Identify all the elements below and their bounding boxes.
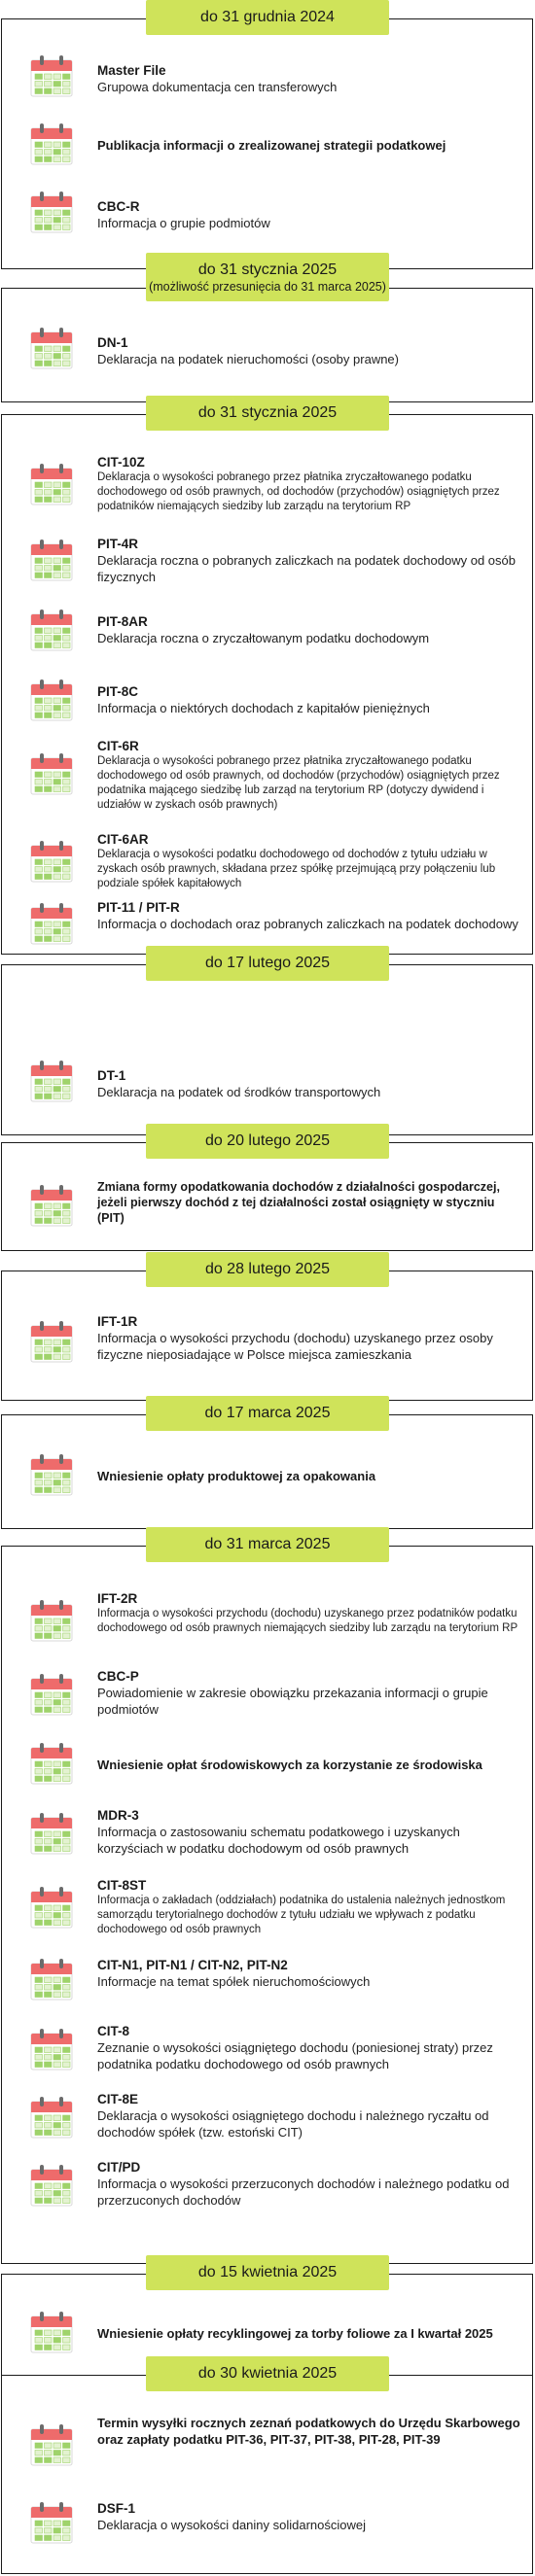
calendar-icon [29, 1598, 74, 1643]
form-description: Informacja o wysokości przychodu (dochodu) uzyskanego przez osoby fizyczne nieposiadające w Polsce miejsca zamieszkania [97, 1331, 493, 1362]
form-code: CIT-N1, PIT-N1 / CIT-N2, PIT-N2 [97, 1958, 288, 1972]
form-description: Deklaracja na podatek nieruchomości (osoby prawne) [97, 352, 399, 366]
calendar-icon [29, 2500, 74, 2545]
date-label: do 30 kwietnia 2025 [146, 2356, 389, 2391]
deadline-item [29, 1957, 520, 2005]
calendar-icon [29, 326, 74, 370]
date-note: (możliwość przesunięcia do 31 marca 2025) [149, 279, 386, 294]
deadline-item [29, 1668, 520, 1723]
deadline-item [29, 1313, 520, 1368]
deadline-box [1, 414, 533, 955]
form-code: CIT-10Z [97, 455, 145, 470]
obligation-title: Wniesienie opłaty produktowej za opakowania [97, 1469, 376, 1483]
deadline-box [1, 1414, 533, 1529]
deadline-item [29, 1452, 520, 1501]
deadline-item [29, 676, 520, 726]
form-code: DN-1 [97, 335, 128, 350]
date-label: do 20 lutego 2025 [146, 1124, 389, 1159]
form-code: DSF-1 [97, 2501, 136, 2516]
deadline-item [29, 1807, 520, 1862]
deadline-item [29, 606, 520, 656]
form-code: PIT-11 / PIT-R [97, 900, 180, 915]
form-description: Powiadomienie w zakresie obowiązku przekazania informacji o grupie podmiotów [97, 1686, 488, 1717]
calendar-icon [29, 462, 74, 506]
form-code: CIT-6AR [97, 832, 149, 847]
form-code: CIT-8 [97, 2024, 130, 2038]
deadline-box [1, 2375, 533, 2574]
date-label: do 15 kwietnia 2025 [146, 2255, 389, 2290]
deadline-item [29, 2496, 520, 2551]
form-code: PIT-4R [97, 537, 139, 551]
deadline-item [29, 2023, 520, 2077]
deadline-item [29, 2413, 520, 2481]
deadline-item [29, 1059, 520, 1107]
form-code: CBC-P [97, 1669, 139, 1684]
date-label: do 28 lutego 2025 [146, 1252, 389, 1287]
deadline-item [29, 1877, 520, 1939]
form-description: Deklaracja o wysokości podatku dochodowego od dochodów z tytułu udziału w zyskach osób prawnych, składana przez spółkę przejmującą przy połączeniu lub podziale spółek kapitałowych [97, 849, 496, 889]
deadline-item [29, 326, 520, 374]
form-description: Informacja o wysokości przychodu (dochodu) uzyskanego przez podatników podatku dochodowego od osób prawnych niemających siedziby lub zarządu na terytorium RP [97, 1608, 518, 1634]
calendar-icon [29, 122, 74, 166]
form-description: Deklaracja roczna o pobranych zaliczkach na podatek dochodowy od osób fizycznych [97, 553, 516, 584]
form-code: IFT-1R [97, 1314, 138, 1329]
date-label: do 17 marca 2025 [146, 1396, 389, 1431]
calendar-icon [29, 1741, 74, 1786]
form-code: MDR-3 [97, 1808, 139, 1823]
deadline-item [29, 2310, 520, 2358]
deadline-item [29, 738, 520, 816]
form-description: Zeznanie o wysokości osiągniętego dochodu (poniesionej straty) przez podatnika podatku dochodowego od osób prawnych [97, 2040, 493, 2071]
obligation-title: Publikacja informacji o zrealizowanej strategii podatkowej [97, 138, 446, 153]
deadline-box [1, 18, 533, 269]
deadline-item [29, 1741, 520, 1790]
date-label: do 31 marca 2025 [146, 1527, 389, 1562]
deadline-box [1, 964, 533, 1135]
obligation-title: Wniesienie opłat środowiskowych za korzystanie ze środowiska [97, 1758, 482, 1772]
date-label: do 31 grudnia 2024 [146, 0, 389, 35]
form-description: Informacja o wysokości przerzuconych dochodów i należnego podatku od przerzuconych dochodów [97, 2176, 510, 2208]
form-description: Deklaracja o wysokości pobranego przez płatnika zryczałtowanego podatku dochodowego od osób prawnych, od dochodów (przychodów) osiągniętych przez podatnika mającego siedzibę lub zarząd na terytorium RP (dotyczy dywidend i udziałów w zyskach osób prawnych) [97, 755, 500, 811]
calendar-icon [29, 1672, 74, 1717]
form-code: PIT-8AR [97, 614, 148, 629]
form-code: PIT-8C [97, 684, 139, 699]
form-code: Master File [97, 63, 166, 78]
form-code: CIT-6R [97, 739, 139, 753]
calendar-icon [29, 1059, 74, 1103]
calendar-icon [29, 678, 74, 722]
calendar-icon [29, 2422, 74, 2467]
calendar-icon [29, 608, 74, 652]
form-code: DT-1 [97, 1068, 126, 1083]
deadline-item [29, 899, 520, 950]
form-description: Deklaracja o wysokości daniny solidarnościowej [97, 2518, 367, 2532]
obligation-title: Wniesienie opłaty recyklingowej za torby foliowe za I kwartał 2025 [97, 2326, 493, 2341]
calendar-icon [29, 1452, 74, 1497]
form-description: Deklaracja roczna o zryczałtowanym podatku dochodowym [97, 631, 430, 645]
calendar-icon [29, 1183, 74, 1228]
deadline-item [29, 2091, 520, 2145]
form-description: Informacja o niektórych dochodach z kapitałów pieniężnych [97, 701, 430, 715]
form-code: IFT-2R [97, 1591, 138, 1606]
calendar-icon [29, 1319, 74, 1364]
form-code: CIT/PD [97, 2160, 141, 2175]
form-description: Informacja o grupie podmiotów [97, 216, 270, 230]
form-description: Informacja o zakładach (oddziałach) podatnika do ustalenia należnych jednostkom samorządu terytorialnego dochodów z tytułu udziału we wpływach z podatku dochodowego od osób prawnych [97, 1895, 506, 1935]
form-description: Deklaracja o wysokości osiągniętego dochodu i należnego ryczałtu od dochodów spółek (tzw. estoński CIT) [97, 2108, 489, 2140]
deadline-item [29, 831, 520, 893]
calendar-icon [29, 839, 74, 884]
calendar-icon [29, 2310, 74, 2354]
calendar-icon [29, 538, 74, 582]
form-description: Deklaracja na podatek od środków transportowych [97, 1085, 381, 1099]
obligation-title: Zmiana formy opodatkowania dochodów z działalności gospodarczej, jeżeli pierwszy dochód z tej działalności został osiągnięty w styczniu (PIT) [97, 1180, 500, 1225]
deadline-box [1, 1546, 533, 2264]
calendar-icon [29, 751, 74, 796]
calendar-icon [29, 1811, 74, 1856]
form-description: Informacja o dochodach oraz pobranych zaliczkach na podatek dochodowy [97, 917, 518, 931]
calendar-icon [29, 1885, 74, 1930]
deadline-item [29, 1590, 520, 1653]
deadline-item [29, 53, 520, 102]
deadline-item [29, 2159, 520, 2213]
date-label: do 31 stycznia 2025 [146, 396, 389, 431]
deadline-item [29, 454, 520, 516]
deadline-box [1, 1271, 533, 1401]
deadline-item [29, 122, 520, 170]
date-label: do 17 lutego 2025 [146, 946, 389, 981]
calendar-icon [29, 2027, 74, 2071]
calendar-icon [29, 2163, 74, 2208]
calendar-icon [29, 190, 74, 234]
deadline-item [29, 190, 520, 238]
calendar-icon [29, 1957, 74, 2002]
calendar-icon [29, 53, 74, 98]
form-description: Deklaracja o wysokości pobranego przez płatnika zryczałtowanego podatku dochodowego od osób prawnych, od dochodów (przychodów) osiągniętych przez podatników niemających siedziby lub zarządu na terytorium RP [97, 471, 500, 512]
calendar-icon [29, 901, 74, 946]
date-label: do 31 stycznia 2025 (możliwość przesunięcia do 31 marca 2025) [146, 253, 389, 301]
form-code: CBC-R [97, 199, 140, 214]
form-description: Grupowa dokumentacja cen transferowych [97, 80, 338, 94]
calendar-icon [29, 2095, 74, 2140]
form-description: Informacja o zastosowaniu schematu podatkowego i uzyskanych korzyściach w podatku dochodowym od osób prawnych [97, 1825, 460, 1856]
deadline-item [29, 536, 520, 586]
form-code: CIT-8E [97, 2092, 139, 2106]
obligation-title: Termin wysyłki rocznych zeznań podatkowych do Urzędu Skarbowego oraz zapłaty podatku PIT-36, PIT-37, PIT-38, PIT-28, PIT-39 [97, 2416, 520, 2447]
form-code: CIT-8ST [97, 1878, 147, 1893]
form-description: Informacje na temat spółek nieruchomościowych [97, 1974, 371, 1989]
deadline-item [29, 1179, 520, 1232]
deadline-box [1, 288, 533, 402]
